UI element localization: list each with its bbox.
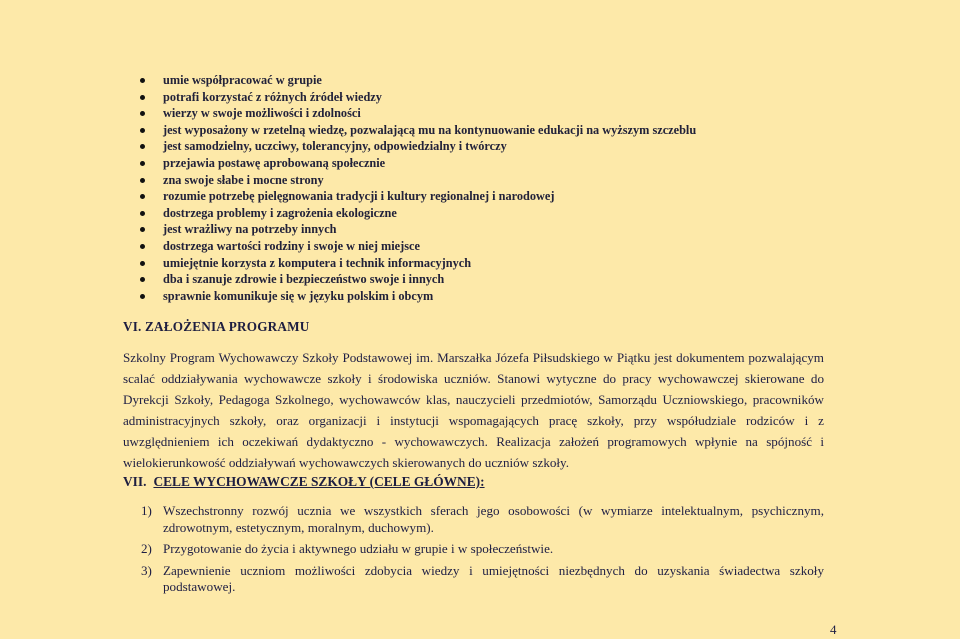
- bullet-icon: [140, 277, 145, 282]
- bullet-icon: [140, 128, 145, 133]
- bullet-icon: [140, 161, 145, 166]
- list-item: przejawia postawę aprobowaną społecznie: [140, 155, 860, 172]
- section-vi-heading: VI. ZAŁOŻENIA PROGRAMU: [123, 319, 310, 334]
- list-item: umiejętnie korzysta z komputera i technik informacyjnych: [140, 255, 860, 272]
- goal-text: Zapewnienie uczniom możliwości zdobycia wiedzy i umiejętności niezbędnych do uzyskania świadectwa szkoły podstawowej.: [163, 562, 824, 595]
- list-item: jest wrażliwy na potrzeby innych: [140, 221, 860, 238]
- bullet-icon: [140, 95, 145, 100]
- page-number: 4: [830, 622, 837, 637]
- bullet-list: [140, 72, 860, 304]
- goal-number: 3): [141, 562, 152, 578]
- list-item: umie współpracować w grupie: [140, 72, 860, 89]
- list-item: wierzy w swoje możliwości i zdolności: [140, 105, 860, 122]
- list-item: zna swoje słabe i mocne strony: [140, 172, 860, 189]
- list-item: jest wyposażony w rzetelną wiedzę, pozwalającą mu na kontynuowanie edukacji na wyższym szczeblu: [140, 122, 860, 139]
- list-item: sprawnie komunikuje się w języku polskim i obcym: [140, 288, 860, 305]
- list-item: dostrzega wartości rodziny i swoje w niej miejsce: [140, 238, 860, 255]
- bullet-icon: [140, 227, 145, 232]
- bullet-icon: [140, 294, 145, 299]
- bullet-icon: [140, 244, 145, 249]
- section-vi-paragraph: Szkolny Program Wychowawczy Szkoły Podstawowej im. Marszałka Józefa Piłsudskiego w Piątku jest dokumentem pozwalającym scalać oddziaływania wychowawcze szkoły i środowiska uczniów. Stanowi wytyczne do pracy wychowawczej skierowane do Dyrekcji Szkoły, Pedagoga Szkolnego, wychowawców klas, nauczycieli przedmiotów, Samorządu Uczniowskiego, pracowników administracyjnych szkoły, oraz organizacji i instytucji wspomagających pracę szkoły, przy współudziale rodziców i z uwzględnieniem ich oczekiwań dydaktyczno - wychowawczych. Realizacja założeń programowych wpłynie na spójność i wielokierunkowość oddziaływań wychowawczych skierowanych do uczniów szkoły.: [123, 350, 824, 470]
- bullet-icon: [140, 178, 145, 183]
- list-item: rozumie potrzebę pielęgnowania tradycji i kultury regionalnej i narodowej: [140, 188, 860, 205]
- bullet-icon: [140, 78, 145, 83]
- section-vii-heading: [123, 474, 485, 490]
- goal-text: Przygotowanie do życia i aktywnego udziału w grupie i w społeczeństwie.: [163, 541, 554, 557]
- goal-number: 2): [141, 541, 152, 557]
- goal-item: [123, 541, 824, 558]
- goal-text: Wszechstronny rozwój ucznia we wszystkich sferach jego osobowości (w wymiarze intelektualnym, psychicznym, zdrowotnym, estetycznym, moralnym, duchowym).: [163, 503, 824, 535]
- goal-item: [123, 563, 824, 596]
- goal-number: 1): [141, 503, 152, 518]
- bullet-icon: [140, 194, 145, 199]
- bullet-icon: [140, 144, 145, 149]
- goal-item: [123, 503, 824, 536]
- list-item: dba i szanuje zdrowie i bezpieczeństwo swoje i innych: [140, 271, 860, 288]
- section-vii-title: CELE WYCHOWAWCZE SZKOŁY (CELE GŁÓWNE):: [153, 474, 485, 489]
- section-vii-number: VII.: [123, 474, 147, 489]
- list-item: dostrzega problemy i zagrożenia ekologiczne: [140, 205, 860, 222]
- bullet-icon: [140, 211, 145, 216]
- bullet-icon: [140, 261, 145, 266]
- goals-list: [123, 503, 824, 601]
- list-item: potrafi korzystać z różnych źródeł wiedzy: [140, 89, 860, 106]
- bullet-icon: [140, 111, 145, 116]
- list-item: jest samodzielny, uczciwy, tolerancyjny, odpowiedzialny i twórczy: [140, 138, 860, 155]
